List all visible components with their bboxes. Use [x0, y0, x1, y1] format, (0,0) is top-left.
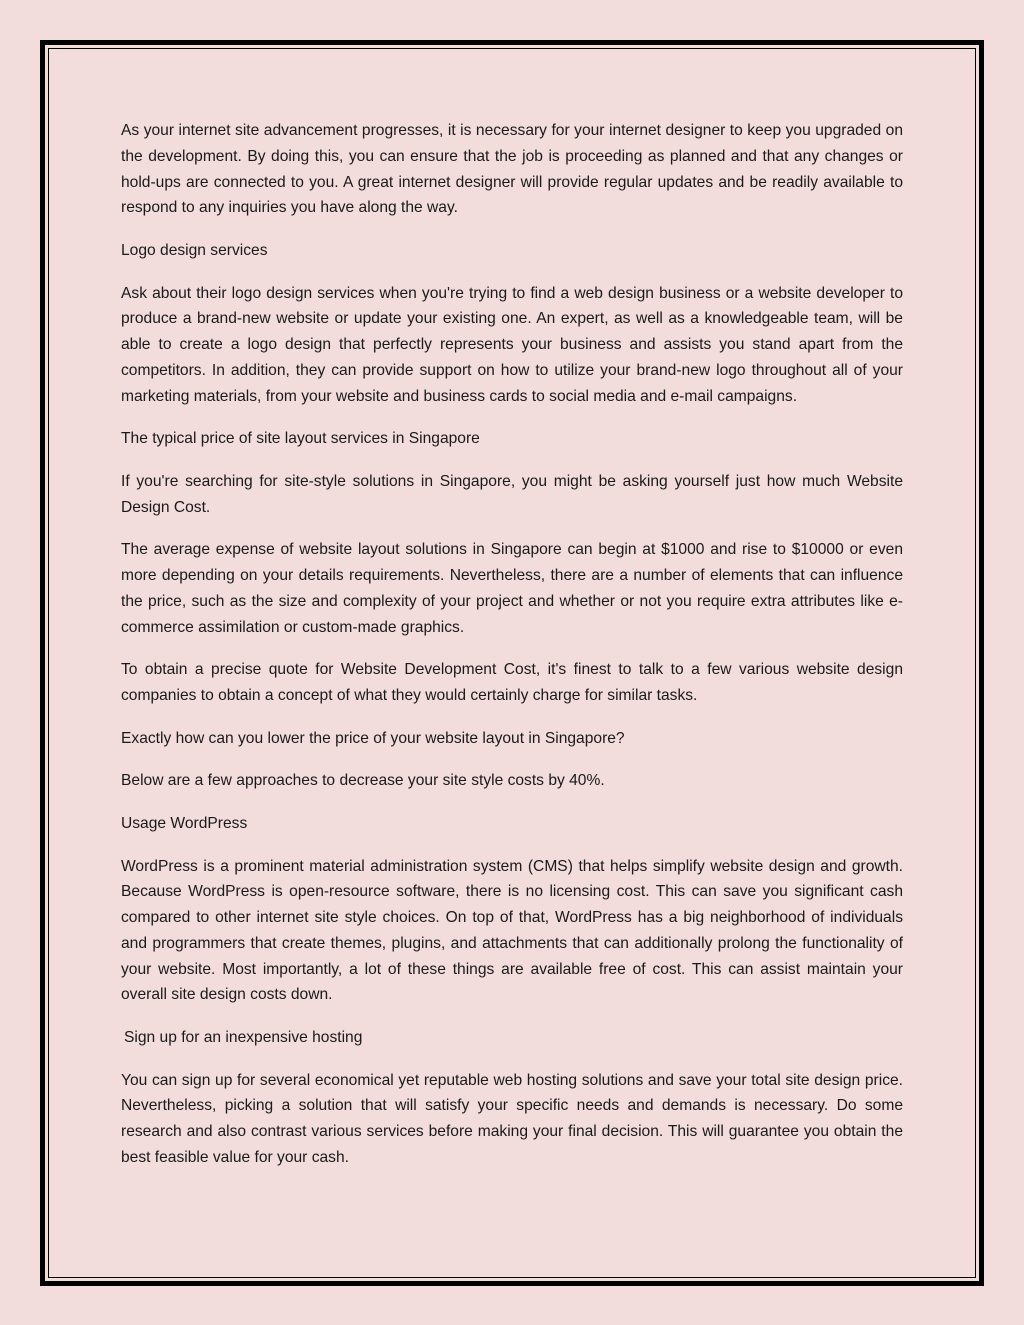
- paragraph-progress-updates: As your internet site advancement progresses, it is necessary for your internet designer to keep you upgraded on the development. By doing this, you can ensure that the job is proceeding as planned and that any changes or hold-ups are connected to you. A great internet designer will provide regular updates and be readily available to respond to any inquiries you have along the way.: [121, 122, 903, 217]
- paragraph-average-expense: The average expense of website layout solutions in Singapore can begin at $1000 and rise to $10000 or even more depending on your details requirements. Nevertheless, there are a number of elements that can influence the price, such as the size and complexity of your project and whether or not you require extra attributes like e-commerce assimilation or custom-made graphics.: [121, 541, 903, 636]
- heading-logo-design-services: Logo design services: [121, 241, 268, 259]
- heading-approaches: Below are a few approaches to decrease your site style costs by 40%.: [121, 772, 605, 790]
- paragraph-precise-quote: To obtain a precise quote for Website Development Cost, it's finest to talk to a few various website design companies to obtain a concept of what they would certainly charge for similar tasks.: [121, 661, 903, 705]
- heading-usage-wordpress: Usage WordPress: [121, 814, 248, 832]
- document-body: [121, 118, 903, 1188]
- heading-typical-price: The typical price of site layout services in Singapore: [121, 430, 480, 448]
- heading-lower-price: Exactly how can you lower the price of your website layout in Singapore?: [121, 729, 625, 747]
- paragraph-wordpress: WordPress is a prominent material administration system (CMS) that helps simplify website design and growth. Because WordPress is open-resource software, there is no licensing cost. This can save you significant cash compared to other internet site style choices. On top of that, WordPress has a big neighborhood of individuals and programmers that create themes, plugins, and attachments that can additionally prolong the functionality of your website. Most importantly, a lot of these things are available free of cost. This can assist maintain your overall site design costs down.: [121, 857, 903, 1004]
- paragraph-logo-design: Ask about their logo design services when you're trying to find a web design business or a website developer to produce a brand-new website or update your existing one. An expert, as well as a knowledgeable team, will be able to create a logo design that perfectly represents your business and assists you stand apart from the competitors. In addition, they can provide support on how to utilize your brand-new logo throughout all of your marketing materials, from your website and business cards to social media and e-mail campaigns.: [121, 284, 903, 405]
- heading-inexpensive-hosting: Sign up for an inexpensive hosting: [124, 1029, 363, 1047]
- paragraph-hosting: You can sign up for several economical yet reputable web hosting solutions and save your total site design price. Nevertheless, picking a solution that will satisfy your specific needs and demands is necessary. Do some research and also contrast various services before making your final decision. This will guarantee you obtain the best feasible value for your cash.: [121, 1071, 903, 1167]
- paragraph-site-style-solutions: If you're searching for site-style solutions in Singapore, you might be asking yourself just how much Website Design Cost.: [121, 472, 903, 516]
